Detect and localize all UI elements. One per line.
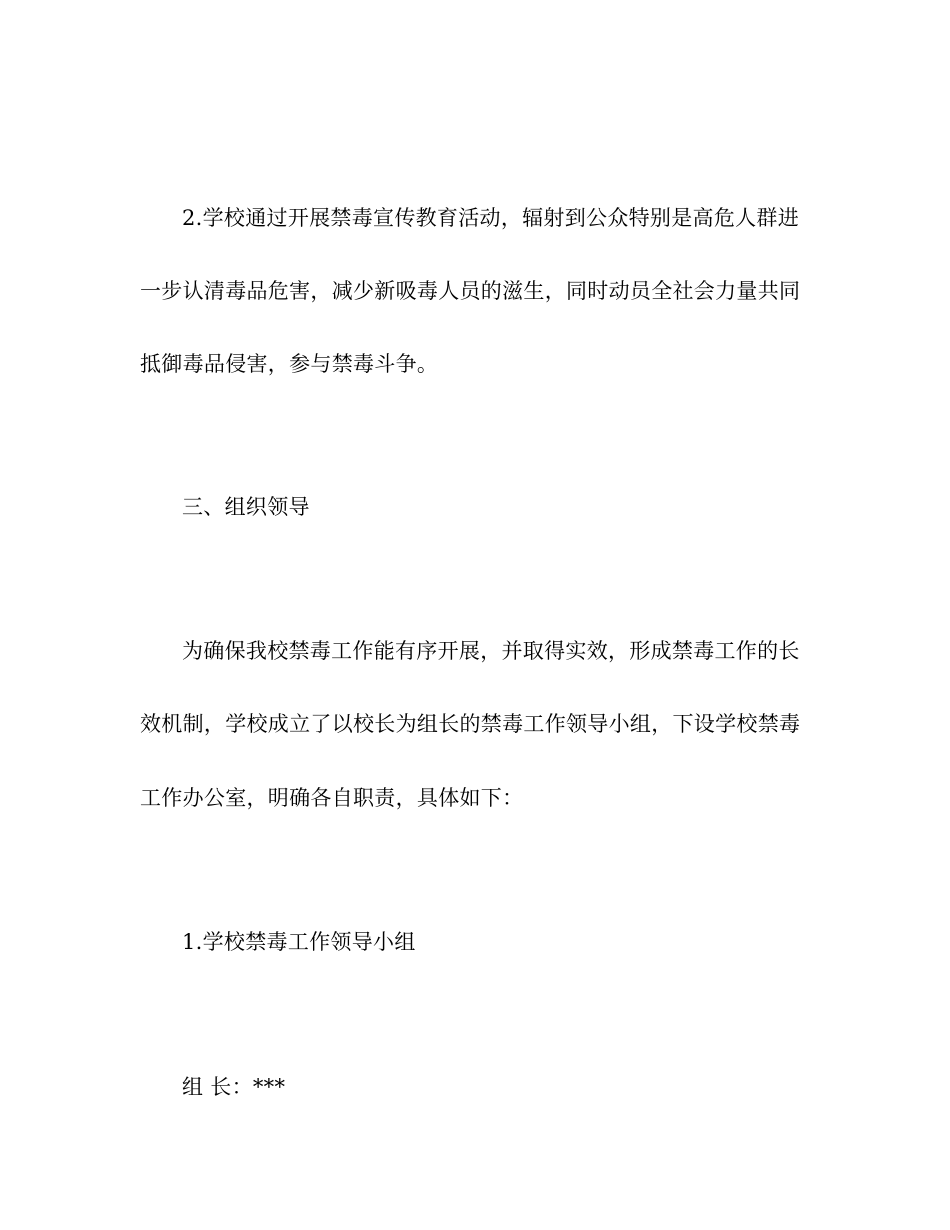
paragraph-2-line-1: 为确保我校禁毒工作能有序开展，并取得实效，形成禁毒工作的长 [182, 639, 800, 663]
paragraph-1-line-1: 2.学校通过开展禁毒宣传教育活动，辐射到公众特别是高危人群进 [182, 206, 800, 230]
section-heading: 三、组织领导 [182, 495, 310, 519]
paragraph-2-line-2: 效机制，学校成立了以校长为组长的禁毒工作领导小组，下设学校禁毒 [140, 712, 801, 736]
paragraph-1-line-2: 一步认清毒品危害，减少新吸毒人员的滋生，同时动员全社会力量共同 [140, 279, 801, 303]
paragraph-1-line-3: 抵御毒品侵害，参与禁毒斗争。 [140, 352, 439, 376]
group-leader: 组 长：*** [182, 1075, 286, 1099]
paragraph-2-line-3: 工作办公室，明确各自职责，具体如下： [140, 786, 524, 810]
subheading: 1.学校禁毒工作领导小组 [182, 930, 416, 954]
